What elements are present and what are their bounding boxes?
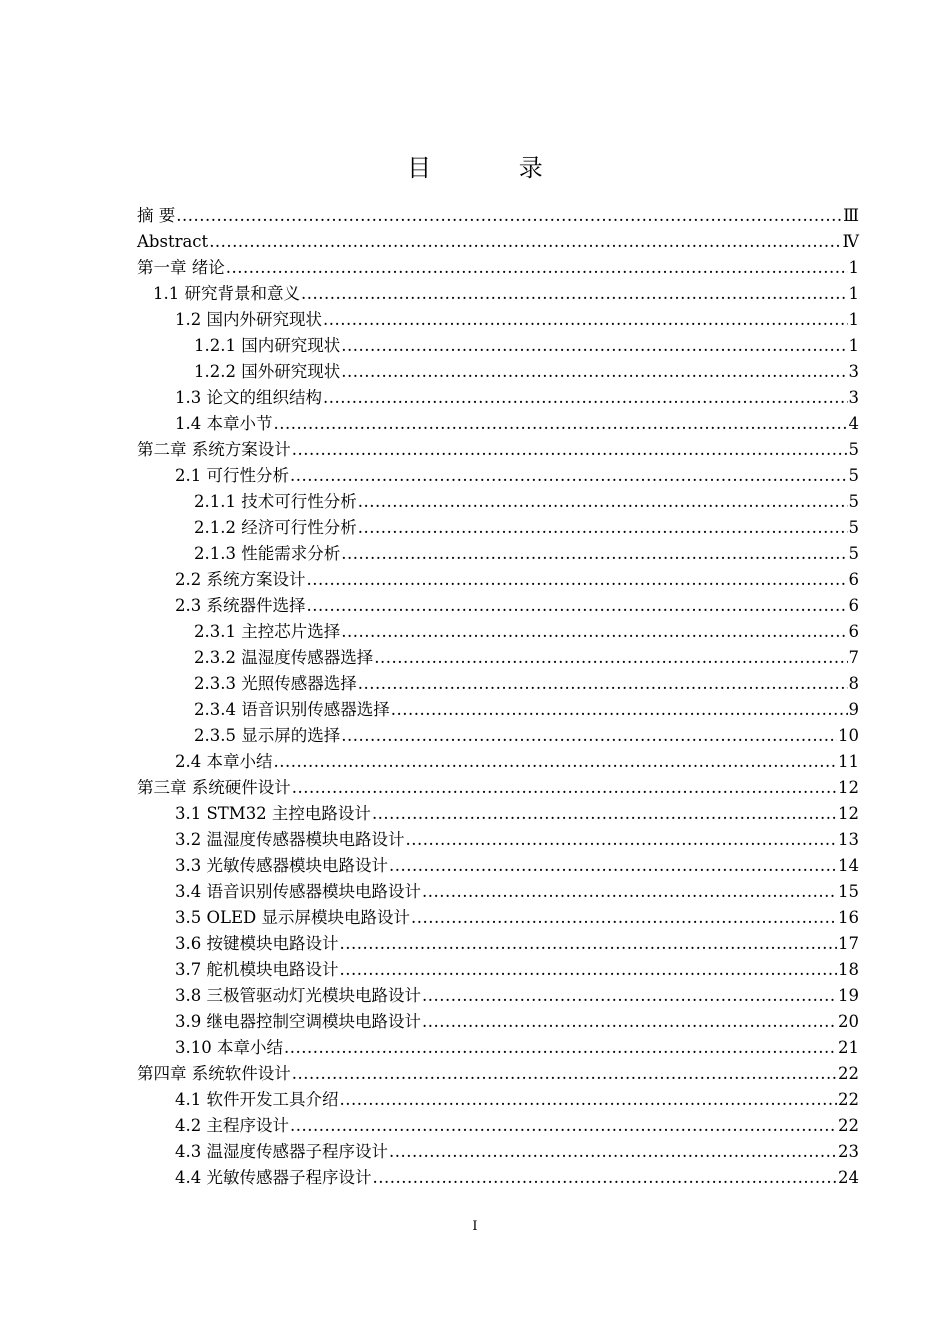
toc-entry[interactable] — [137, 229, 859, 255]
toc-entry-title: 2.3.2 温湿度传感器选择 — [194, 648, 374, 667]
toc-entry[interactable] — [137, 411, 859, 437]
toc-leader-dots — [372, 801, 837, 827]
toc-entry-title: 2.3.5 显示屏的选择 — [194, 726, 341, 745]
toc-entry-page: 7 — [848, 648, 859, 667]
toc-leader-dots — [341, 333, 847, 359]
toc-entry-title: 3.1 STM32 主控电路设计 — [175, 804, 371, 823]
toc-entry-title: 2.1.1 技术可行性分析 — [194, 492, 357, 511]
toc-entry-title: 2.1 可行性分析 — [175, 466, 289, 485]
toc-entry-page: 23 — [838, 1142, 859, 1161]
toc-entry[interactable] — [137, 359, 859, 385]
toc-entry[interactable] — [137, 723, 859, 749]
toc-entry[interactable] — [137, 1165, 859, 1191]
toc-leader-dots — [373, 1165, 838, 1191]
toc-leader-dots — [341, 359, 847, 385]
page-number: I — [472, 1219, 478, 1234]
toc-entry-page: 1 — [848, 284, 859, 303]
toc-entry-title: 摘 要 — [137, 206, 176, 225]
toc-entry[interactable] — [137, 853, 859, 879]
toc-entry[interactable] — [137, 931, 859, 957]
toc-entry[interactable] — [137, 749, 859, 775]
toc-entry[interactable] — [137, 827, 859, 853]
toc-leader-dots — [341, 619, 847, 645]
toc-leader-dots — [307, 567, 848, 593]
toc-entry[interactable] — [137, 697, 859, 723]
toc-entry[interactable] — [137, 1139, 859, 1165]
toc-leader-dots — [422, 1009, 837, 1035]
toc-entry-title: 1.2 国内外研究现状 — [175, 310, 322, 329]
toc-leader-dots — [292, 1061, 837, 1087]
toc-entry-title: 2.3.4 语音识别传感器选择 — [194, 700, 390, 719]
toc-entry-title: 2.3.1 主控芯片选择 — [194, 622, 341, 641]
toc-entry-title: 第四章 系统软件设计 — [137, 1064, 291, 1083]
toc-entry-page: 22 — [838, 1064, 859, 1083]
toc-entry-title: 2.4 本章小结 — [175, 752, 273, 771]
toc-leader-dots — [374, 645, 847, 671]
toc-entry-page: 3 — [848, 388, 859, 407]
toc-entry-page: 3 — [848, 362, 859, 381]
toc-entry-title: 2.3.3 光照传感器选择 — [194, 674, 357, 693]
toc-entry-page: 22 — [838, 1090, 859, 1109]
toc-entry-title: 3.6 按键模块电路设计 — [175, 934, 339, 953]
toc-entry-page: 10 — [838, 726, 859, 745]
toc-leader-dots — [176, 203, 842, 229]
toc-entry-title: 3.9 继电器控制空调模块电路设计 — [175, 1012, 421, 1031]
toc-entry-page: 22 — [838, 1116, 859, 1135]
toc-leader-dots — [292, 775, 837, 801]
toc-leader-dots — [292, 437, 848, 463]
toc-entry-page: Ⅳ — [842, 232, 859, 251]
toc-entry[interactable] — [137, 1087, 859, 1113]
toc-entry-page: 13 — [838, 830, 859, 849]
toc-entry-page: 11 — [838, 752, 859, 771]
toc-entry-title: 2.2 系统方案设计 — [175, 570, 306, 589]
toc-entry-page: 5 — [848, 544, 859, 563]
toc-leader-dots — [391, 697, 848, 723]
toc-entry[interactable] — [137, 593, 859, 619]
toc-entry-page: 12 — [838, 804, 859, 823]
toc-entry[interactable] — [137, 671, 859, 697]
toc-leader-dots — [340, 957, 838, 983]
toc-entry-title: 3.3 光敏传感器模块电路设计 — [175, 856, 388, 875]
toc-entry-page: 5 — [848, 518, 859, 537]
toc-entry-title: 3.7 舵机模块电路设计 — [175, 960, 339, 979]
toc-entry-page: 1 — [848, 310, 859, 329]
toc-leader-dots — [323, 385, 848, 411]
toc-leader-dots — [389, 853, 837, 879]
toc-entry[interactable] — [137, 281, 859, 307]
toc-entry-page: 6 — [848, 570, 859, 589]
toc-entry[interactable] — [137, 385, 859, 411]
toc-leader-dots — [358, 515, 848, 541]
toc-entry-page: Ⅲ — [843, 206, 859, 225]
toc-leader-dots — [290, 1113, 837, 1139]
toc-entry-title: 4.2 主程序设计 — [175, 1116, 289, 1135]
toc-leader-dots — [340, 1087, 838, 1113]
toc-entry[interactable] — [137, 203, 859, 229]
toc-entry[interactable] — [137, 645, 859, 671]
toc-entry[interactable] — [137, 957, 859, 983]
toc-entry[interactable] — [137, 1113, 859, 1139]
toc-entry[interactable] — [137, 333, 859, 359]
toc-entry-page: 8 — [848, 674, 859, 693]
toc-entry-page: 6 — [848, 622, 859, 641]
toc-entry[interactable] — [137, 879, 859, 905]
toc-entry-title: 1.1 研究背景和意义 — [153, 284, 300, 303]
toc-entry-title: 4.1 软件开发工具介绍 — [175, 1090, 339, 1109]
toc-entry[interactable] — [137, 437, 859, 463]
toc-leader-dots — [284, 1035, 837, 1061]
toc-leader-dots — [226, 255, 848, 281]
toc-entry-page: 1 — [848, 258, 859, 277]
toc-leader-dots — [301, 281, 848, 307]
toc-entry[interactable] — [137, 567, 859, 593]
toc-leader-dots — [323, 307, 848, 333]
toc-entry-title: 3.8 三极管驱动灯光模块电路设计 — [175, 986, 421, 1005]
toc-entry[interactable] — [137, 1009, 859, 1035]
toc-entry[interactable] — [137, 255, 859, 281]
toc-entry[interactable] — [137, 619, 859, 645]
toc-entry[interactable] — [137, 801, 859, 827]
toc-leader-dots — [274, 749, 838, 775]
toc-entry-page: 9 — [848, 700, 859, 719]
toc-entry-title: 4.3 温湿度传感器子程序设计 — [175, 1142, 388, 1161]
toc-entry-title: 第三章 系统硬件设计 — [137, 778, 291, 797]
toc-entry[interactable] — [137, 515, 859, 541]
toc-leader-dots — [209, 229, 841, 255]
toc-entry-page: 24 — [838, 1168, 859, 1187]
toc-leader-dots — [389, 1139, 837, 1165]
toc-entry-page: 6 — [848, 596, 859, 615]
toc-entry-title: 2.3 系统器件选择 — [175, 596, 306, 615]
toc-entry-page: 5 — [848, 466, 859, 485]
toc-leader-dots — [340, 931, 838, 957]
toc-entry[interactable] — [137, 983, 859, 1009]
toc-entry-page: 18 — [838, 960, 859, 979]
toc-entry-page: 12 — [838, 778, 859, 797]
toc-entry[interactable] — [137, 307, 859, 333]
toc-entry-title: 2.1.3 性能需求分析 — [194, 544, 341, 563]
toc-entry-page: 15 — [838, 882, 859, 901]
toc-entry[interactable] — [137, 1061, 859, 1087]
table-of-contents — [137, 203, 859, 1191]
toc-leader-dots — [358, 489, 848, 515]
toc-entry-page: 5 — [848, 440, 859, 459]
toc-entry-title: 2.1.2 经济可行性分析 — [194, 518, 357, 537]
toc-entry-page: 1 — [848, 336, 859, 355]
toc-leader-dots — [422, 983, 837, 1009]
toc-entry[interactable] — [137, 775, 859, 801]
toc-entry-title: 第一章 绪论 — [137, 258, 225, 277]
toc-entry[interactable] — [137, 541, 859, 567]
toc-entry-title: 3.2 温湿度传感器模块电路设计 — [175, 830, 405, 849]
toc-entry-title: 3.5 OLED 显示屏模块电路设计 — [175, 908, 410, 927]
toc-entry-title: 1.2.1 国内研究现状 — [194, 336, 341, 355]
toc-entry[interactable] — [137, 1035, 859, 1061]
toc-leader-dots — [422, 879, 837, 905]
toc-entry[interactable] — [137, 905, 859, 931]
toc-entry-page: 5 — [848, 492, 859, 511]
toc-entry-title: 4.4 光敏传感器子程序设计 — [175, 1168, 372, 1187]
toc-entry-title: 3.4 语音识别传感器模块电路设计 — [175, 882, 421, 901]
toc-entry-title: 1.4 本章小节 — [175, 414, 273, 433]
toc-entry-title: 3.10 本章小结 — [175, 1038, 283, 1057]
toc-leader-dots — [341, 541, 847, 567]
toc-leader-dots — [341, 723, 837, 749]
toc-entry[interactable] — [137, 489, 859, 515]
toc-entry[interactable] — [137, 463, 859, 489]
toc-leader-dots — [274, 411, 848, 437]
toc-entry-title: 第二章 系统方案设计 — [137, 440, 291, 459]
toc-entry-title: Abstract — [137, 232, 209, 251]
toc-title: 目 录 — [407, 154, 583, 182]
toc-entry-page: 16 — [838, 908, 859, 927]
toc-entry-title: 1.2.2 国外研究现状 — [194, 362, 341, 381]
toc-leader-dots — [411, 905, 837, 931]
toc-entry-page: 20 — [838, 1012, 859, 1031]
toc-leader-dots — [406, 827, 838, 853]
toc-entry-title: 1.3 论文的组织结构 — [175, 388, 322, 407]
toc-entry-page: 21 — [838, 1038, 859, 1057]
toc-entry-page: 17 — [838, 934, 859, 953]
toc-entry-page: 4 — [848, 414, 859, 433]
toc-leader-dots — [307, 593, 848, 619]
toc-leader-dots — [358, 671, 848, 697]
toc-entry-page: 14 — [838, 856, 859, 875]
toc-leader-dots — [290, 463, 848, 489]
toc-entry-page: 19 — [838, 986, 859, 1005]
